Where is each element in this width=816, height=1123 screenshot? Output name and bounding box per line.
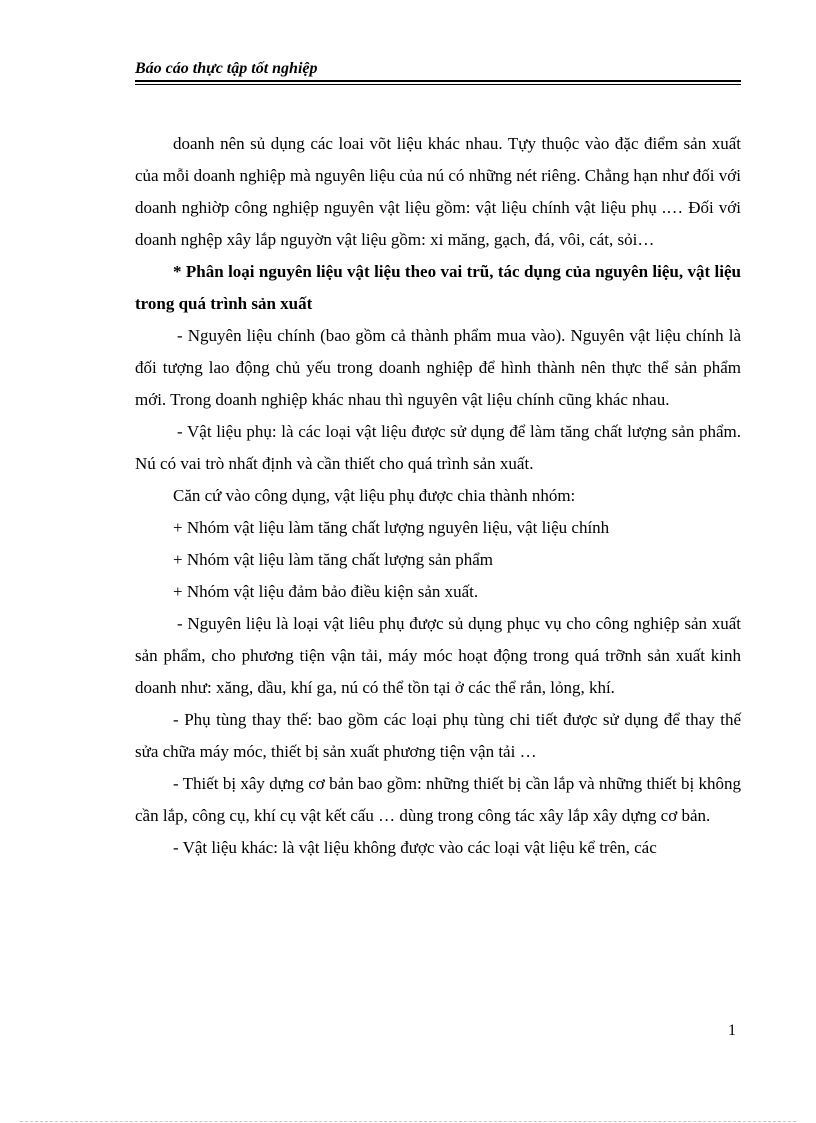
- paragraph: - Thiết bị xây dựng cơ bản bao gồm: những thiết bị cần lắp và những thiết bị không cần lắp, công cụ, khí cụ vật kết cấu … dùng trong công tác xây lắp xây dựng cơ bản.: [135, 774, 741, 825]
- header-title: Báo cáo thực tập tốt nghiệp: [135, 60, 318, 77]
- list-item: + Nhóm vật liệu làm tăng chất lượng sản phẩm: [173, 550, 494, 569]
- paragraph: Căn cứ vào công dụng, vật liệu phụ được chia thành nhóm:: [173, 486, 576, 505]
- list-item: + Nhóm vật liệu làm tăng chất lượng nguyên liệu, vật liệu chính: [173, 518, 610, 537]
- section-heading: * Phân loại nguyên liệu vật liệu theo vai trũ, tác dụng của nguyên liệu, vật liệu trong quá trình sản xuất: [135, 262, 741, 313]
- page-number: 1: [728, 1022, 736, 1039]
- list-item: + Nhóm vật liệu đảm bảo điều kiện sản xuất.: [173, 582, 479, 601]
- paragraph: - Vật liệu phụ: là các loại vật liệu được sử dụng để làm tăng chất lượng sản phẩm. Nú có vai trò nhất định và cần thiết cho quá trình sản xuất.: [135, 422, 741, 473]
- paragraph: doanh nên sủ dụng các loai võt liệu khác nhau. Tựy thuộc vào đặc điểm sản xuất của mỗi doanh nghiệp mà nguyên liệu của nú có những nét riêng. Chẳng hạn như đối với doanh nghiờp công nghiệp nguyên vật liệu gồm: vật liệu chính vật liệu phụ .… Đối với doanh nghệp xây lắp nguyờn vật liệu gồm: xi măng, gạch, đá, vôi, cát, sỏi…: [135, 134, 741, 249]
- header-rule-thick: [135, 80, 741, 82]
- header-rule-thin: [135, 84, 741, 85]
- paragraph: - Nguyên liệu là loại vật liêu phụ được sủ dụng phục vụ cho công nghiệp sản xuất sản phẩm, cho phương tiện vận tải, máy móc hoạt động trong quá trỡnh sản xuất kinh doanh như: xăng, dầu, khí ga, nú có thể tồn tại ở các thể rắn, lỏng, khí.: [135, 614, 741, 697]
- paragraph: - Nguyên liệu chính (bao gồm cả thành phẩm mua vào). Nguyên vật liệu chính là đối tượng lao động chủ yếu trong doanh nghiệp để hình thành nên thực thể sản phẩm mới. Trong doanh nghiệp khác nhau thì nguyên vật liệu chính cũng khác nhau.: [135, 326, 741, 409]
- page-bottom-divider: [20, 1121, 796, 1122]
- body-text: [135, 128, 741, 864]
- page-header: [135, 60, 741, 85]
- paragraph: - Vật liệu khác: là vật liệu không được vào các loại vật liệu kể trên, các: [173, 838, 657, 857]
- paragraph: - Phụ tùng thay thế: bao gồm các loại phụ tùng chi tiết được sử dụng để thay thế sửa chữa máy móc, thiết bị sản xuất phương tiện vận tải …: [135, 710, 741, 761]
